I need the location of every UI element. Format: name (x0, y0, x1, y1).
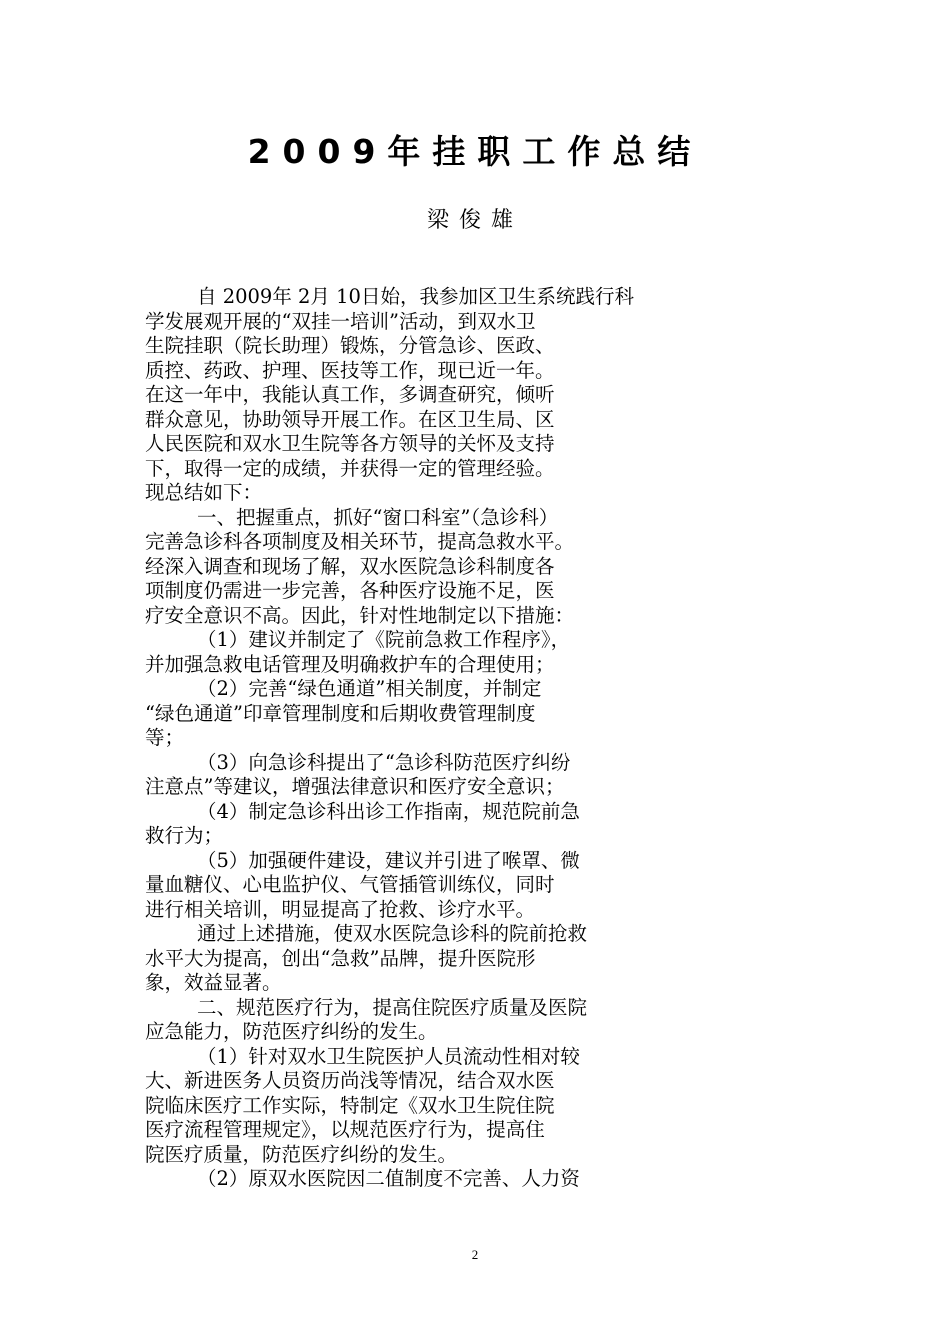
body-line: 通过上述措施，使双水医院急诊科的院前抢救 (197, 922, 588, 945)
body-line: 医疗流程管理规定》，以规范医疗行为，提高住 (145, 1118, 545, 1141)
body-line: 人民医院和双水卫生院等各方领导的关怀及支持 (145, 432, 555, 455)
body-line: 质控、药政、护理、医技等工作，现已近一年。 (145, 358, 555, 382)
body-line: 自 2009年 2月 10日始，我参加区卫生系统践行科 (197, 285, 634, 308)
body-line: 群众意见，协助领导开展工作。在区卫生局、区 (145, 407, 555, 431)
body-line: 现总结如下： (145, 481, 263, 504)
page-number: 2 (471, 1247, 479, 1262)
body-line: （2）原双水医院因二值制度不完善、人力资 (197, 1167, 580, 1190)
body-line: “绿色通道”印章管理制度和后期收费管理制度 (145, 701, 536, 725)
body-line: 象，效益显著。 (145, 971, 282, 994)
body-line: 在这一年中，我能认真工作，多调查研究，倾听 (145, 383, 555, 406)
body-line: 生院挂职（院长助理）锻炼，分管急诊、医政、 (145, 334, 555, 357)
body-line: 下，取得一定的成绩，并获得一定的管理经验。 (145, 456, 555, 480)
body-line: 进行相关培训，明显提高了抢救、诊疗水平。 (145, 897, 536, 921)
body-line: （3）向急诊科提出了“急诊科防范医疗纠纷 (197, 750, 571, 774)
author-name: 梁俊雄 (426, 208, 523, 233)
body-line: 等； (145, 726, 185, 749)
body-line: 应急能力，防范医疗纠纷的发生。 (145, 1020, 438, 1043)
body-line: 学发展观开展的“双挂一培训”活动，到双水卫 (145, 309, 536, 333)
body-line: 救行为； (145, 824, 224, 847)
body-line: 大、新进医务人员资历尚浅等情况，结合双水医 (145, 1069, 555, 1092)
body-line: 经深入调查和现场了解，双水医院急诊科制度各 (145, 554, 555, 578)
body-line: 院临床医疗工作实际，特制定《双水卫生院住院 (145, 1093, 555, 1117)
body-line: （5）加强硬件建设，建议并引进了喉罩、微 (197, 848, 580, 872)
body-line: 一、把握重点，抓好“窗口科室”（急诊科） (197, 505, 559, 529)
document-body (145, 285, 825, 1192)
body-line: 注意点”等建议，增强法律意识和医疗安全意识； (145, 775, 565, 798)
body-line: 二、规范医疗行为，提高住院医疗质量及医院 (197, 995, 588, 1019)
body-line: 并加强急救电话管理及明确救护车的合理使用； (145, 652, 555, 676)
body-line: （1）建议并制定了《院前急救工作程序》， (197, 628, 571, 651)
body-line: 疗安全意识不高。因此，针对性地制定以下措施： (145, 603, 575, 627)
body-line: 量血糖仪、心电监护仪、气管插管训练仪，同时 (145, 873, 555, 896)
body-line: 完善急诊科各项制度及相关环节，提高急救水平。 (145, 530, 575, 553)
body-line: 项制度仍需进一步完善，各种医疗设施不足，医 (145, 579, 555, 602)
body-line: （4）制定急诊科出诊工作指南，规范院前急 (197, 799, 580, 823)
body-line: 水平大为提高，创出“急救”品牌，提升医院形 (145, 946, 536, 970)
body-line: （2）完善“绿色通道”相关制度，并制定 (197, 677, 542, 700)
document-title: 2009年挂职工作总结 (247, 132, 703, 171)
body-line: 院医疗质量，防范医疗纠纷的发生。 (145, 1142, 458, 1166)
body-line: （1）针对双水卫生院医护人员流动性相对较 (197, 1044, 580, 1068)
